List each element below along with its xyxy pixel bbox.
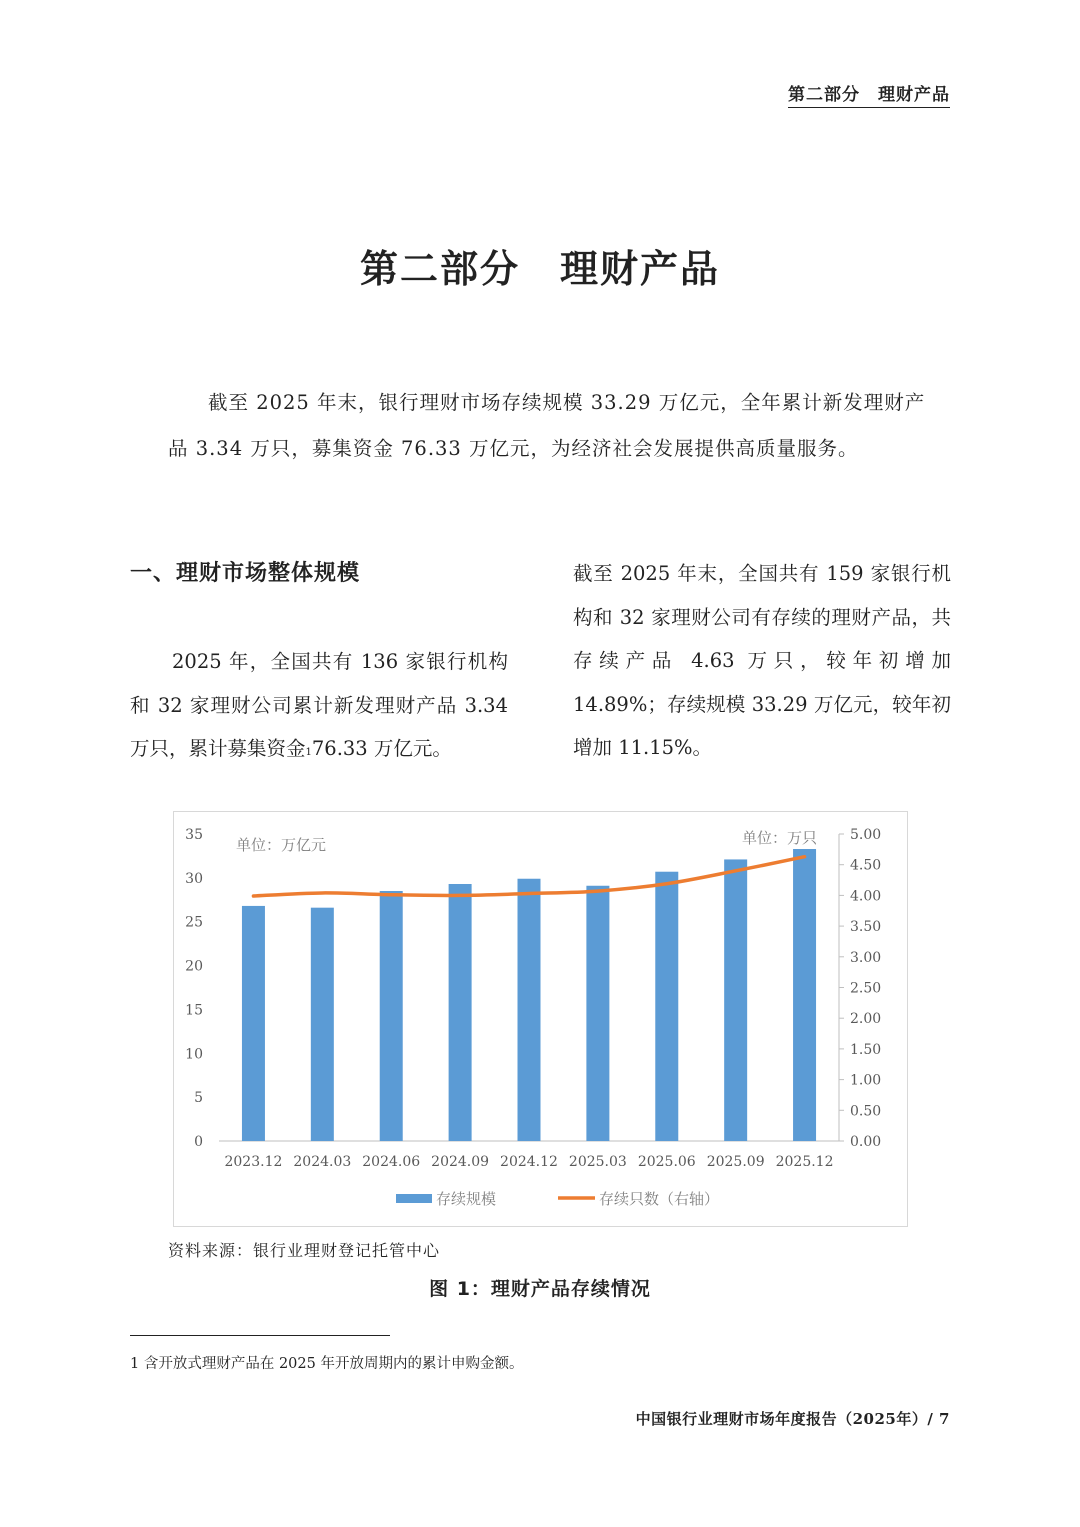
x-tick-label: 2025.03 bbox=[568, 1154, 627, 1170]
bar-existing-scale bbox=[311, 908, 334, 1141]
bar-existing-scale bbox=[586, 886, 609, 1141]
y2-tick-label: 3.50 bbox=[850, 919, 882, 936]
x-tick-label: 2023.12 bbox=[224, 1154, 283, 1170]
x-tick-label: 2025.06 bbox=[637, 1154, 696, 1170]
left-column-paragraph bbox=[130, 640, 508, 771]
bar-existing-scale bbox=[242, 906, 265, 1141]
y2-tick-label: 3.00 bbox=[850, 949, 882, 966]
y2-tick-label: 4.50 bbox=[850, 857, 882, 874]
chart bbox=[174, 812, 907, 1226]
x-tick-label: 2025.09 bbox=[706, 1154, 765, 1170]
legend-label-line: 存续只数（右轴） bbox=[599, 1190, 720, 1208]
legend-label-bar: 存续规模 bbox=[436, 1190, 497, 1208]
chart-frame bbox=[173, 811, 908, 1227]
legend-swatch-bar bbox=[396, 1194, 432, 1203]
y-tick-label: 30 bbox=[185, 870, 203, 887]
x-tick-label: 2024.06 bbox=[362, 1154, 421, 1170]
y-tick-label: 35 bbox=[185, 827, 203, 843]
bar-existing-scale bbox=[449, 884, 472, 1141]
footnote-divider bbox=[130, 1335, 390, 1336]
y2-tick-label: 0.00 bbox=[850, 1134, 882, 1150]
page-footer: 中国银行业理财市场年度报告（2025年）/ 7 bbox=[635, 1410, 950, 1428]
right-unit-label: 单位：万只 bbox=[741, 829, 817, 847]
y2-tick-label: 1.00 bbox=[850, 1072, 882, 1089]
bar-existing-scale bbox=[518, 879, 541, 1141]
bar-existing-scale bbox=[793, 849, 816, 1141]
y-tick-label: 5 bbox=[194, 1090, 203, 1107]
y-tick-label: 15 bbox=[185, 1002, 203, 1019]
bar-existing-scale bbox=[655, 872, 678, 1141]
bar-existing-scale bbox=[724, 859, 747, 1141]
y2-tick-label: 1.50 bbox=[850, 1041, 882, 1058]
footnote: 1 含开放式理财产品在 2025 年开放周期内的累计申购金额。 bbox=[130, 1356, 524, 1372]
y2-tick-label: 0.50 bbox=[850, 1103, 882, 1120]
y-tick-label: 10 bbox=[185, 1046, 203, 1063]
y-tick-label: 20 bbox=[185, 958, 203, 975]
x-tick-label: 2024.12 bbox=[500, 1154, 558, 1170]
x-tick-label: 2025.12 bbox=[775, 1154, 834, 1170]
y2-tick-label: 5.00 bbox=[850, 827, 882, 843]
left-unit-label: 单位：万亿元 bbox=[236, 836, 327, 854]
section-heading: 一、理财市场整体规模 bbox=[130, 561, 361, 586]
left-para-text: 2025 年，全国共有 136 家银行机构和 32 家理财公司累计新发理财产品 3.34 万只，累计募集资金 bbox=[130, 650, 508, 760]
intro-paragraph: 截至 2025 年末，银行理财市场存续规模 33.29 万亿元，全年累计新发理财产品 3.34 万只，募集资金 76.33 万亿元，为经济社会发展提供高质量服务。 bbox=[168, 391, 926, 460]
y2-tick-label: 2.50 bbox=[850, 980, 882, 997]
figure-caption: 图 1：理财产品存续情况 bbox=[429, 1278, 651, 1300]
running-header: 第二部分 理财产品 bbox=[788, 80, 950, 108]
bar-existing-scale bbox=[380, 891, 403, 1141]
y2-tick-label: 2.00 bbox=[850, 1011, 882, 1028]
y-tick-label: 25 bbox=[185, 914, 203, 931]
left-para-text-end: 76.33 万亿元。 bbox=[311, 737, 452, 760]
y2-tick-label: 4.00 bbox=[850, 888, 882, 905]
page-title: 第二部分 理财产品 bbox=[359, 246, 720, 291]
x-tick-label: 2024.09 bbox=[431, 1154, 490, 1170]
y-tick-label: 0 bbox=[194, 1134, 203, 1150]
footnote-marker[interactable]: 1 bbox=[305, 747, 312, 758]
right-column-paragraph: 截至 2025 年末，全国共有 159 家银行机构和 32 家理财公司有存续的理财产品，共存续产品 4.63 万只，较年初增加 14.89%；存续规模 33.29 万亿元，较年初增加 11.15%。 bbox=[573, 562, 951, 759]
source-note: 资料来源：银行业理财登记托管中心 bbox=[168, 1241, 441, 1260]
x-tick-label: 2024.03 bbox=[293, 1154, 352, 1170]
